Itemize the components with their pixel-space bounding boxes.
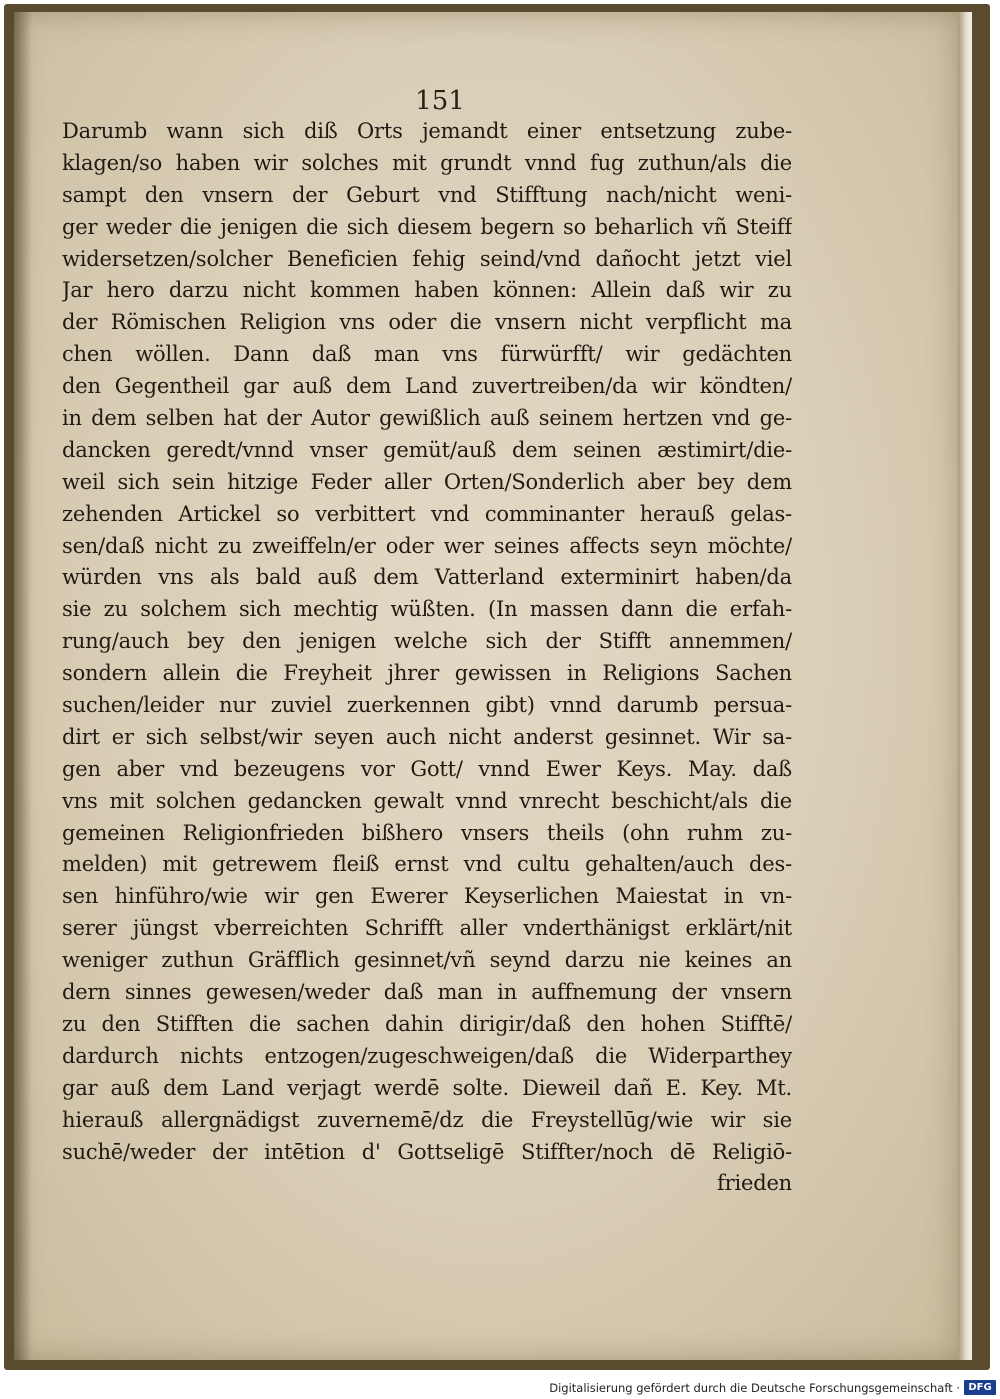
text-line: suchen/leider nur zuviel zuerkennen gibt) vnnd darumb persua- [62,693,792,718]
text-line: dirt er sich selbst/wir seyen auch nicht anderst gesinnet. Wir sa- [62,724,792,749]
text-line: gar auß dem Land verjagt werdē solte. Dieweil dañ E. Key. Mt. [62,1075,792,1100]
binding-shadow [14,12,32,1360]
text-line: klagen/so haben wir solches mit grundt vnnd fug zuthun/als die [62,150,792,175]
text-line: in dem selben hat der Autor gewißlich auß seinem hertzen vnd ge- [62,406,792,431]
text-line: dancken geredt/vnnd vnser gemüt/auß dem seinen æstimirt/die- [62,437,792,462]
dfg-logo: DFG [964,1380,996,1395]
text-line: würden vns als bald auß dem Vatterland exterminirt haben/da [62,565,792,590]
text-line: sen hinführo/wie wir gen Ewerer Keyserlichen Maiestat in vn- [62,884,792,909]
text-line: dardurch nichts entzogen/zugeschweigen/daß die Widerparthey [62,1043,792,1068]
text-line: melden) mit getrewem fleiß ernst vnd cultu gehalten/auch des- [62,852,792,877]
page-number: 151 [415,86,465,116]
text-line: der Römischen Religion vns oder die vnsern nicht verpflicht ma [62,310,792,335]
text-line: gemeinen Religionfrieden bißhero vnsers theils (ohn ruhm zu- [62,820,792,845]
text-line: zu den Stifften die sachen dahin dirigir/daß den hohen Stifftē/ [62,1011,792,1036]
text-line: Darumb wann sich diß Orts jemandt einer entsetzung zube- [62,119,792,143]
text-line: sondern allein die Freyheit jhrer gewissen in Religions Sachen [62,661,792,686]
text-line: ger weder die jenigen die sich diesem begern so beharlich vñ Steiff [62,214,792,239]
text-line: weil sich sein hitzige Feder aller Orten/Sonderlich aber bey dem [62,469,792,494]
text-line: frieden [717,1171,792,1196]
text-line: sen/daß nicht zu zweiffeln/er oder wer seines affects seyn möchte/ [62,533,792,558]
text-line: widersetzen/solcher Beneficien fehig seind/vnd dañocht jetzt viel [62,246,792,271]
text-line: zehenden Artickel so verbittert vnd comminanter herauß gelas- [62,501,792,526]
text-line: Jar hero darzu nicht kommen haben können: Allein daß wir zu [62,278,792,303]
text-line: serer jüngst vberreichten Schrifft aller vnderthänigst erklärt/nit [62,916,792,941]
page-fore-edge [958,12,972,1360]
text-line: gen aber vnd bezeugens vor Gott/ vnnd Ewer Keys. May. daß [62,756,792,781]
funding-credit: Digitalisierung gefördert durch die Deutsche Forschungsgemeinschaft · [549,1381,960,1395]
text-line: weniger zuthun Gräfflich gesinnet/vñ seynd darzu nie keines an [62,948,792,973]
text-line: vns mit solchen gedancken gewalt vnnd vnrecht beschicht/als die [62,788,792,813]
body-text [62,116,792,1200]
text-line: rung/auch bey den jenigen welche sich der Stifft annemmen/ [62,629,792,654]
text-line: den Gegentheil gar auß dem Land zuvertreiben/da wir köndten/ [62,374,792,399]
text-line: hierauß allergnädigst zuvernemē/dz die Freystellūg/wie wir sie [62,1107,792,1132]
text-line: suchē/weder der intētion d' Gottseligē Stiffter/noch dē Religiō- [62,1139,792,1164]
text-line: chen wöllen. Dann daß man vns fürwürfft/ wir gedächten [62,342,792,367]
text-line: dern sinnes gewesen/weder daß man in auffnemung der vnsern [62,980,792,1005]
text-line: sampt den vnsern der Geburt vnd Stifftung nach/nicht weni- [62,182,792,207]
text-line: sie zu solchem sich mechtig wüßten. (In massen dann die erfah- [62,597,792,622]
